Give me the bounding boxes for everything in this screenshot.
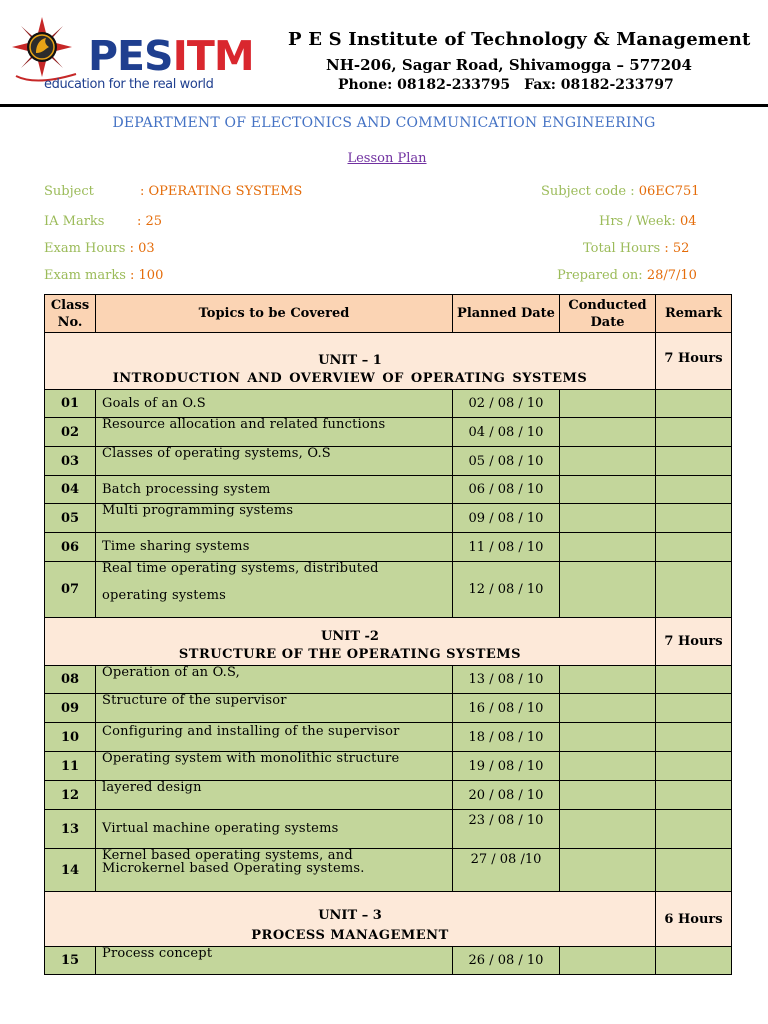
unit-header-row: [45, 333, 732, 390]
institute-address: NH-206, Sagar Road, Shivamogga – 577204: [326, 56, 692, 74]
lesson-plan-table: [44, 294, 732, 975]
class-no-cell: 03: [45, 447, 96, 476]
table-row: [45, 447, 732, 476]
unit-title-cell: [45, 892, 656, 947]
exam-hours-info: [44, 241, 155, 256]
subject-code-info: [541, 184, 700, 199]
table-header-row: [45, 295, 732, 333]
table-row: [45, 390, 732, 418]
class-no-cell: 09: [45, 694, 96, 723]
conducted-date-header: Conducted Date: [560, 295, 656, 333]
header-divider: [0, 104, 768, 107]
planned-date-cell: 16 / 08 / 10: [453, 694, 560, 723]
conducted-date-cell: [560, 533, 656, 562]
planned-date-cell: 23 / 08 / 10: [453, 810, 560, 849]
remark-cell: [656, 447, 732, 476]
topic-cell: [96, 447, 453, 476]
prepared-on-value: 28/7/10: [646, 268, 697, 283]
conducted-date-cell: [560, 447, 656, 476]
topic-line: operating systems: [102, 588, 227, 603]
remark-cell: [656, 810, 732, 849]
class-no-cell: 13: [45, 810, 96, 849]
topic-line: Process concept: [102, 946, 213, 961]
remark-cell: [656, 666, 732, 694]
topic-cell: [96, 694, 453, 723]
class-no-header: Class No.: [45, 295, 96, 333]
topic-cell: [96, 533, 453, 562]
topic-cell: [96, 666, 453, 694]
conducted-date-cell: [560, 504, 656, 533]
fax-number: Fax: 08182-233797: [524, 77, 674, 93]
table-row: [45, 781, 732, 810]
topics-header: Topics to be Covered: [96, 295, 453, 333]
topic-line: Multi programming systems: [102, 503, 294, 518]
planned-date-cell: 06 / 08 / 10: [453, 476, 560, 504]
unit-number: UNIT – 3: [318, 908, 382, 923]
unit-number: UNIT -2: [321, 629, 379, 644]
table-row: [45, 666, 732, 694]
table-row: [45, 418, 732, 447]
topic-line: Time sharing systems: [102, 539, 250, 554]
topic-line: Operating system with monolithic structure: [102, 751, 400, 766]
remark-cell: [656, 418, 732, 447]
planned-date-cell: 11 / 08 / 10: [453, 533, 560, 562]
institute-contact: [338, 77, 688, 93]
planned-date-cell: 13 / 08 / 10: [453, 666, 560, 694]
conducted-date-cell: [560, 390, 656, 418]
subject-value-wrap: [140, 184, 302, 199]
topic-line: Goals of an O.S: [102, 395, 206, 411]
class-no-cell: 08: [45, 666, 96, 694]
planned-date-cell: 19 / 08 / 10: [453, 752, 560, 781]
exam-marks-value: : 100: [130, 268, 164, 283]
table-row: [45, 810, 732, 849]
conducted-date-cell: [560, 849, 656, 892]
conducted-date-cell: [560, 752, 656, 781]
remark-cell: [656, 947, 732, 975]
remark-cell: [656, 562, 732, 618]
unit-name: INTRODUCTION AND OVERVIEW OF OPERATING SYSTEMS: [112, 371, 588, 386]
planned-date-cell: 02 / 08 / 10: [453, 390, 560, 418]
total-hours-label: Total Hours: [583, 241, 661, 256]
conducted-date-cell: [560, 418, 656, 447]
unit-header-row: [45, 618, 732, 666]
logo-tagline: education for the real world: [44, 77, 214, 92]
table-row: [45, 476, 732, 504]
subject-label: Subject: [44, 184, 94, 199]
conducted-date-cell: [560, 947, 656, 975]
remark-cell: [656, 723, 732, 752]
table-row: [45, 849, 732, 892]
logo-wordmark: PESITM: [88, 32, 254, 80]
remark-cell: [656, 694, 732, 723]
remark-cell: [656, 504, 732, 533]
class-no-cell: 05: [45, 504, 96, 533]
subject-info: [44, 184, 94, 199]
institute-logo: [6, 14, 254, 98]
conducted-date-cell: [560, 476, 656, 504]
topic-cell: [96, 781, 453, 810]
class-no-cell: 10: [45, 723, 96, 752]
class-no-cell: 06: [45, 533, 96, 562]
conducted-date-cell: [560, 694, 656, 723]
class-no-cell: 14: [45, 849, 96, 892]
subject-code-value: 06EC751: [638, 184, 700, 199]
institute-name: P E S Institute of Technology & Management: [288, 29, 751, 50]
topic-cell: [96, 504, 453, 533]
ia-marks-value: : 25: [137, 214, 163, 229]
exam-hours-label: Exam Hours: [44, 241, 126, 256]
topic-line: Configuring and installing of the supervisor: [102, 724, 400, 739]
topic-line: Microkernel based Operating systems.: [102, 861, 365, 876]
topic-line: Classes of operating systems, O.S: [102, 446, 331, 461]
table-row: [45, 694, 732, 723]
topic-line: Batch processing system: [102, 481, 271, 497]
conducted-date-cell: [560, 562, 656, 618]
conducted-date-cell: [560, 781, 656, 810]
table-row: [45, 504, 732, 533]
prepared-on-label: Prepared on:: [557, 268, 643, 283]
department-name: DEPARTMENT OF ELECTONICS AND COMMUNICATION ENGINEERING: [112, 115, 656, 131]
topic-line: Operation of an O.S,: [102, 665, 240, 680]
phone-number: Phone: 08182-233795: [338, 77, 511, 93]
remark-cell: [656, 476, 732, 504]
ia-marks-label: IA Marks: [44, 214, 105, 229]
hrs-week-info: [599, 214, 697, 229]
table-row: [45, 562, 732, 618]
conducted-date-cell: [560, 810, 656, 849]
topic-cell: [96, 476, 453, 504]
unit-name: PROCESS MANAGEMENT: [251, 928, 449, 943]
subject-code-label: Subject code :: [541, 184, 635, 199]
class-no-cell: 01: [45, 390, 96, 418]
planned-date-cell: 27 / 08 /10: [453, 849, 560, 892]
unit-title-cell: [45, 333, 656, 390]
topic-cell: [96, 390, 453, 418]
unit-hours: 7 Hours: [656, 333, 732, 390]
remark-cell: [656, 752, 732, 781]
planned-date-cell: 26 / 08 / 10: [453, 947, 560, 975]
planned-date-cell: 12 / 08 / 10: [453, 562, 560, 618]
remark-cell: [656, 533, 732, 562]
topic-cell: [96, 752, 453, 781]
remark-cell: [656, 781, 732, 810]
class-no-cell: 15: [45, 947, 96, 975]
topic-cell: [96, 849, 453, 892]
topic-cell: [96, 418, 453, 447]
conducted-date-cell: [560, 723, 656, 752]
topic-line: Structure of the supervisor: [102, 693, 287, 708]
total-hours-info: [583, 241, 689, 256]
hrs-week-value: 04: [679, 214, 697, 229]
planned-date-cell: 09 / 08 / 10: [453, 504, 560, 533]
topic-line: Resource allocation and related functions: [102, 417, 386, 432]
topic-line: Virtual machine operating systems: [102, 821, 339, 836]
class-no-cell: 07: [45, 562, 96, 618]
document-title: Lesson Plan: [347, 151, 427, 166]
planned-date-cell: 18 / 08 / 10: [453, 723, 560, 752]
remark-cell: [656, 390, 732, 418]
exam-marks-label: Exam marks: [44, 268, 126, 283]
class-no-cell: 02: [45, 418, 96, 447]
planned-date-cell: 05 / 08 / 10: [453, 447, 560, 476]
class-no-cell: 04: [45, 476, 96, 504]
letterhead: [0, 0, 768, 104]
topic-line: layered design: [102, 780, 202, 795]
planned-date-cell: 20 / 08 / 10: [453, 781, 560, 810]
exam-hours-value: : 03: [129, 241, 155, 256]
class-no-cell: 11: [45, 752, 96, 781]
subject-value: : OPERATING SYSTEMS: [140, 184, 303, 199]
conducted-date-cell: [560, 666, 656, 694]
topic-cell: [96, 810, 453, 849]
unit-hours: 7 Hours: [656, 618, 732, 666]
ia-marks-info: [44, 214, 104, 229]
hrs-week-label: Hrs / Week:: [599, 214, 676, 229]
table-row: [45, 752, 732, 781]
topic-line: Kernel based operating systems, and: [102, 848, 353, 863]
topic-cell: [96, 562, 453, 618]
planned-date-cell: 04 / 08 / 10: [453, 418, 560, 447]
table-row: [45, 947, 732, 975]
remark-header: Remark: [656, 295, 732, 333]
prepared-on-info: [557, 268, 697, 283]
unit-hours: 6 Hours: [656, 892, 732, 947]
table-row: [45, 723, 732, 752]
unit-header-row: [45, 892, 732, 947]
unit-number: UNIT – 1: [318, 353, 382, 368]
planned-date-header: Planned Date: [453, 295, 560, 333]
unit-name: STRUCTURE OF THE OPERATING SYSTEMS: [178, 647, 522, 662]
topic-cell: [96, 723, 453, 752]
remark-cell: [656, 849, 732, 892]
table-row: [45, 533, 732, 562]
topic-line: Real time operating systems, distributed: [102, 561, 379, 576]
unit-title-cell: [45, 618, 656, 666]
ia-marks-value-wrap: [137, 214, 162, 229]
exam-marks-info: [44, 268, 163, 283]
topic-cell: [96, 947, 453, 975]
total-hours-value: : 52: [664, 241, 690, 256]
class-no-cell: 12: [45, 781, 96, 810]
